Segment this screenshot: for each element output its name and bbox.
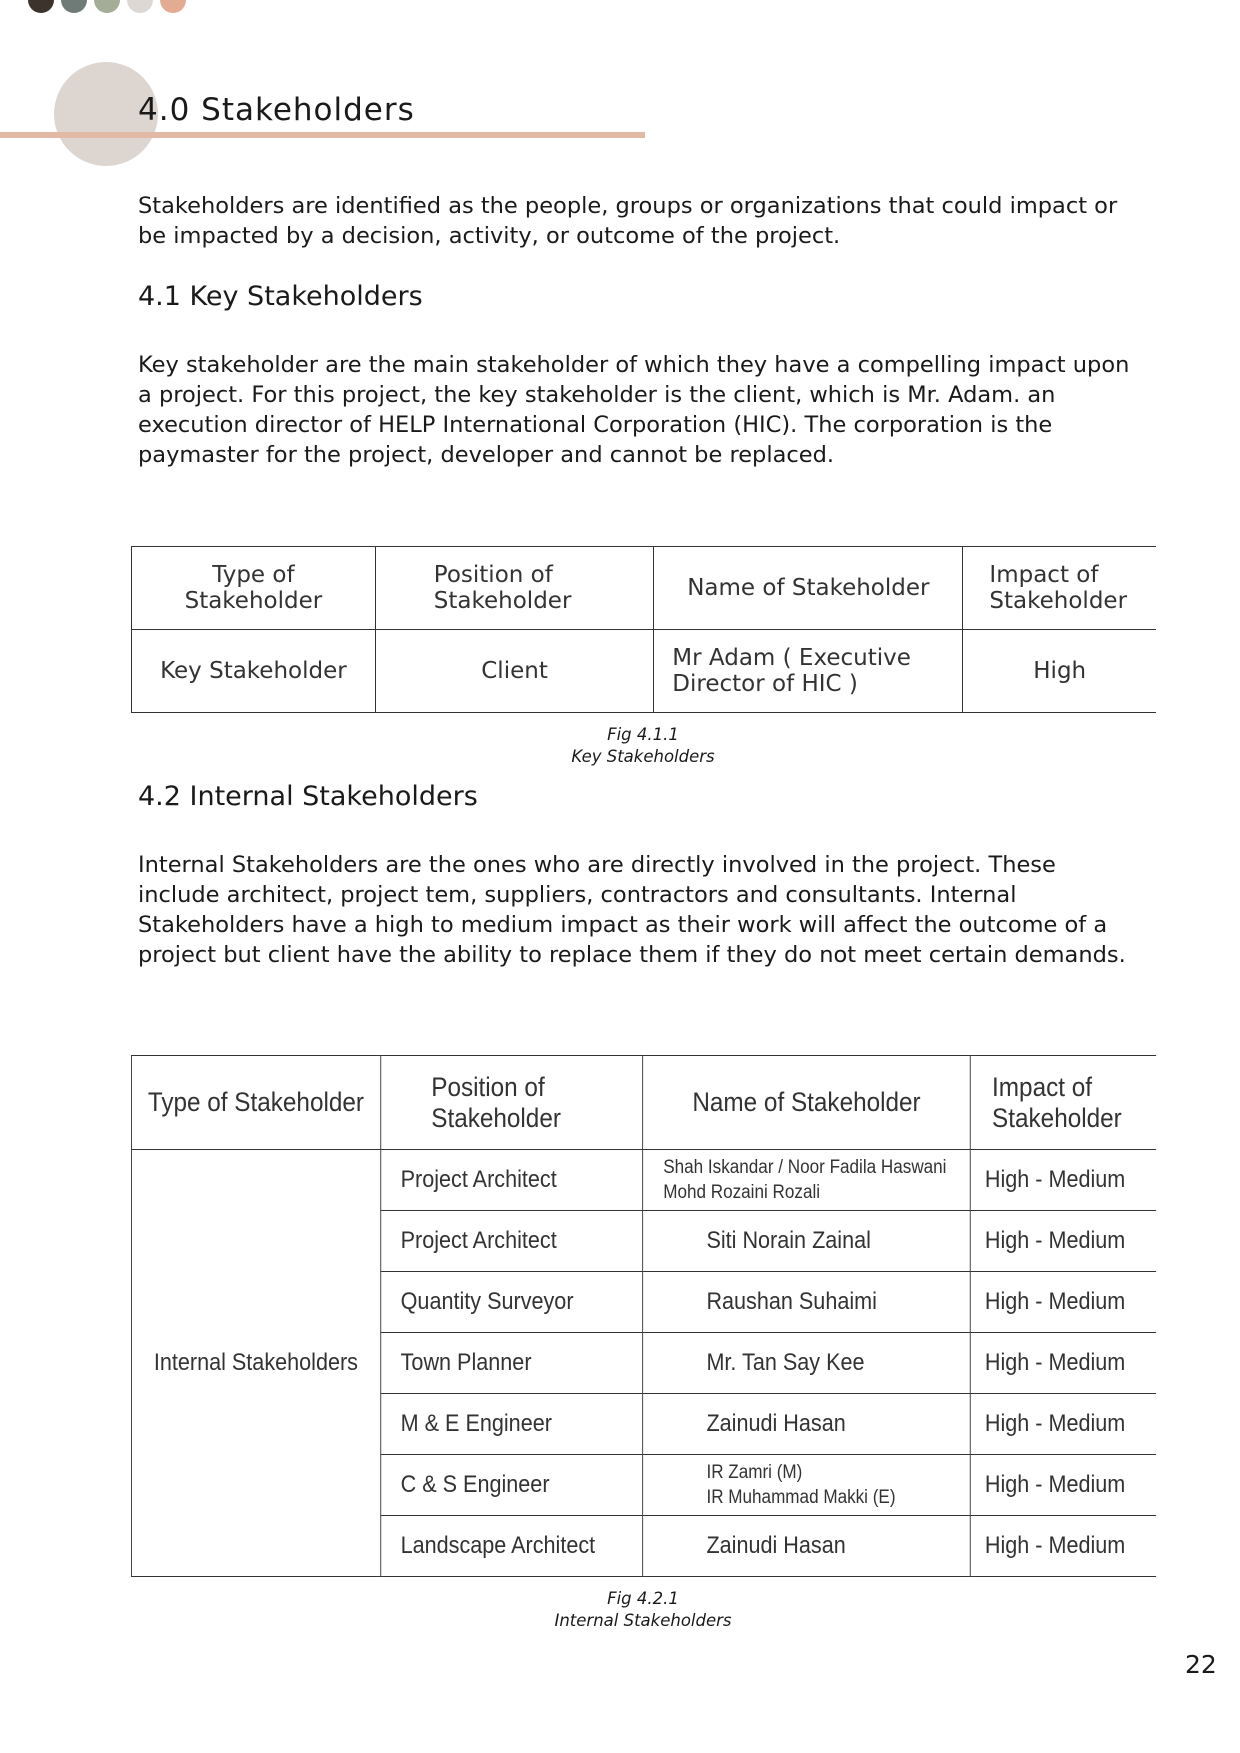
position-cell: Project Architect [380, 1150, 643, 1211]
header-cell: Position of Stakeholder [375, 547, 654, 630]
table-cell: Key Stakeholder [132, 630, 376, 713]
table-cell: Mr Adam ( Executive Director of HIC ) [654, 630, 963, 713]
key-stakeholders-paragraph: Key stakeholder are the main stakeholder of which they have a compelling impact upon a project. For this project, the key stakeholder is the client, which is Mr. Adam. an execution director of HELP International Corporation (HIC). The corporation is the paymaster for the project, developer and cannot be replaced. [138, 352, 1130, 468]
figure-title: Internal Stakeholders [554, 1611, 732, 1630]
header-cell: Name of Stakeholder [643, 1056, 970, 1150]
position-cell: Landscape Architect [380, 1516, 643, 1577]
impact-cell: High - Medium [970, 1394, 1156, 1455]
header-cell: Name of Stakeholder [654, 547, 963, 630]
internal-stakeholders-heading: 4.2 Internal Stakeholders [138, 781, 478, 812]
position-cell: M & E Engineer [380, 1394, 643, 1455]
figure-number: Fig 4.1.1 [607, 725, 679, 744]
impact-cell: High - Medium [970, 1516, 1156, 1577]
header-cell: Type of Stakeholder [132, 547, 376, 630]
name-cell: Zainudi Hasan [643, 1516, 970, 1577]
name-cell: Zainudi Hasan [643, 1394, 970, 1455]
position-cell: Quantity Surveyor [380, 1272, 643, 1333]
table-cell: High [963, 630, 1156, 713]
header-cell: Type of Stakeholder [131, 1056, 380, 1150]
table-row [131, 1150, 1156, 1211]
figure-number: Fig 4.2.1 [607, 1589, 679, 1608]
internal-stakeholders-paragraph: Internal Stakeholders are the ones who are directly involved in the project. These include architect, project tem, suppliers, contractors and consultants. Internal Stakeholders have a high to medium impact as their work will affect the outcome of a project but client have the ability to replace them if they do not meet certain demands. [138, 852, 1126, 968]
palette-swatch [127, 0, 153, 13]
figure-caption [520, 1588, 766, 1632]
header-cell: Impact of Stakeholder [963, 547, 1156, 630]
position-cell: Project Architect [380, 1211, 643, 1272]
figure-caption [520, 724, 766, 768]
color-palette [28, 0, 186, 13]
impact-cell: High - Medium [970, 1150, 1156, 1211]
intro-paragraph: Stakeholders are identified as the people, groups or organizations that could impact or be impacted by a decision, activity, or outcome of the project. [138, 193, 1118, 249]
name-cell: Mr. Tan Say Kee [643, 1333, 970, 1394]
key-stakeholders-table [131, 546, 1156, 713]
palette-swatch [94, 0, 120, 13]
name-cell: Raushan Suhaimi [643, 1272, 970, 1333]
impact-cell: High - Medium [970, 1211, 1156, 1272]
internal-stakeholders-table [131, 1055, 1156, 1577]
stakeholder-group-cell: Internal Stakeholders [131, 1150, 380, 1577]
key-stakeholders-heading: 4.1 Key Stakeholders [138, 281, 423, 312]
position-cell: C & S Engineer [380, 1455, 643, 1516]
name-line: Mohd Rozaini Rozali [663, 1182, 821, 1203]
name-line: IR Zamri (M) [706, 1462, 803, 1483]
palette-swatch [28, 0, 54, 13]
name-cell [643, 1455, 970, 1516]
impact-cell: High - Medium [970, 1455, 1156, 1516]
table-cell: Client [375, 630, 654, 713]
figure-title: Key Stakeholders [571, 747, 715, 766]
table-header-row [131, 1056, 1156, 1150]
impact-cell: High - Medium [970, 1333, 1156, 1394]
table-row [132, 630, 1157, 713]
page-number: 22 [1185, 1650, 1217, 1679]
impact-cell: High - Medium [970, 1272, 1156, 1333]
table-header-row [132, 547, 1157, 630]
name-line: IR Muhammad Makki (E) [706, 1487, 896, 1508]
palette-swatch [160, 0, 186, 13]
name-cell: Siti Norain Zainal [643, 1211, 970, 1272]
palette-swatch [61, 0, 87, 13]
name-line: Shah Iskandar / Noor Fadila Haswani [663, 1157, 947, 1178]
header-cell: Impact of Stakeholder [970, 1056, 1156, 1150]
position-cell: Town Planner [380, 1333, 643, 1394]
name-cell [643, 1150, 970, 1211]
header-cell: Position of Stakeholder [380, 1056, 643, 1150]
page-title: 4.0 Stakeholders [138, 92, 415, 128]
header-underline [0, 132, 645, 138]
